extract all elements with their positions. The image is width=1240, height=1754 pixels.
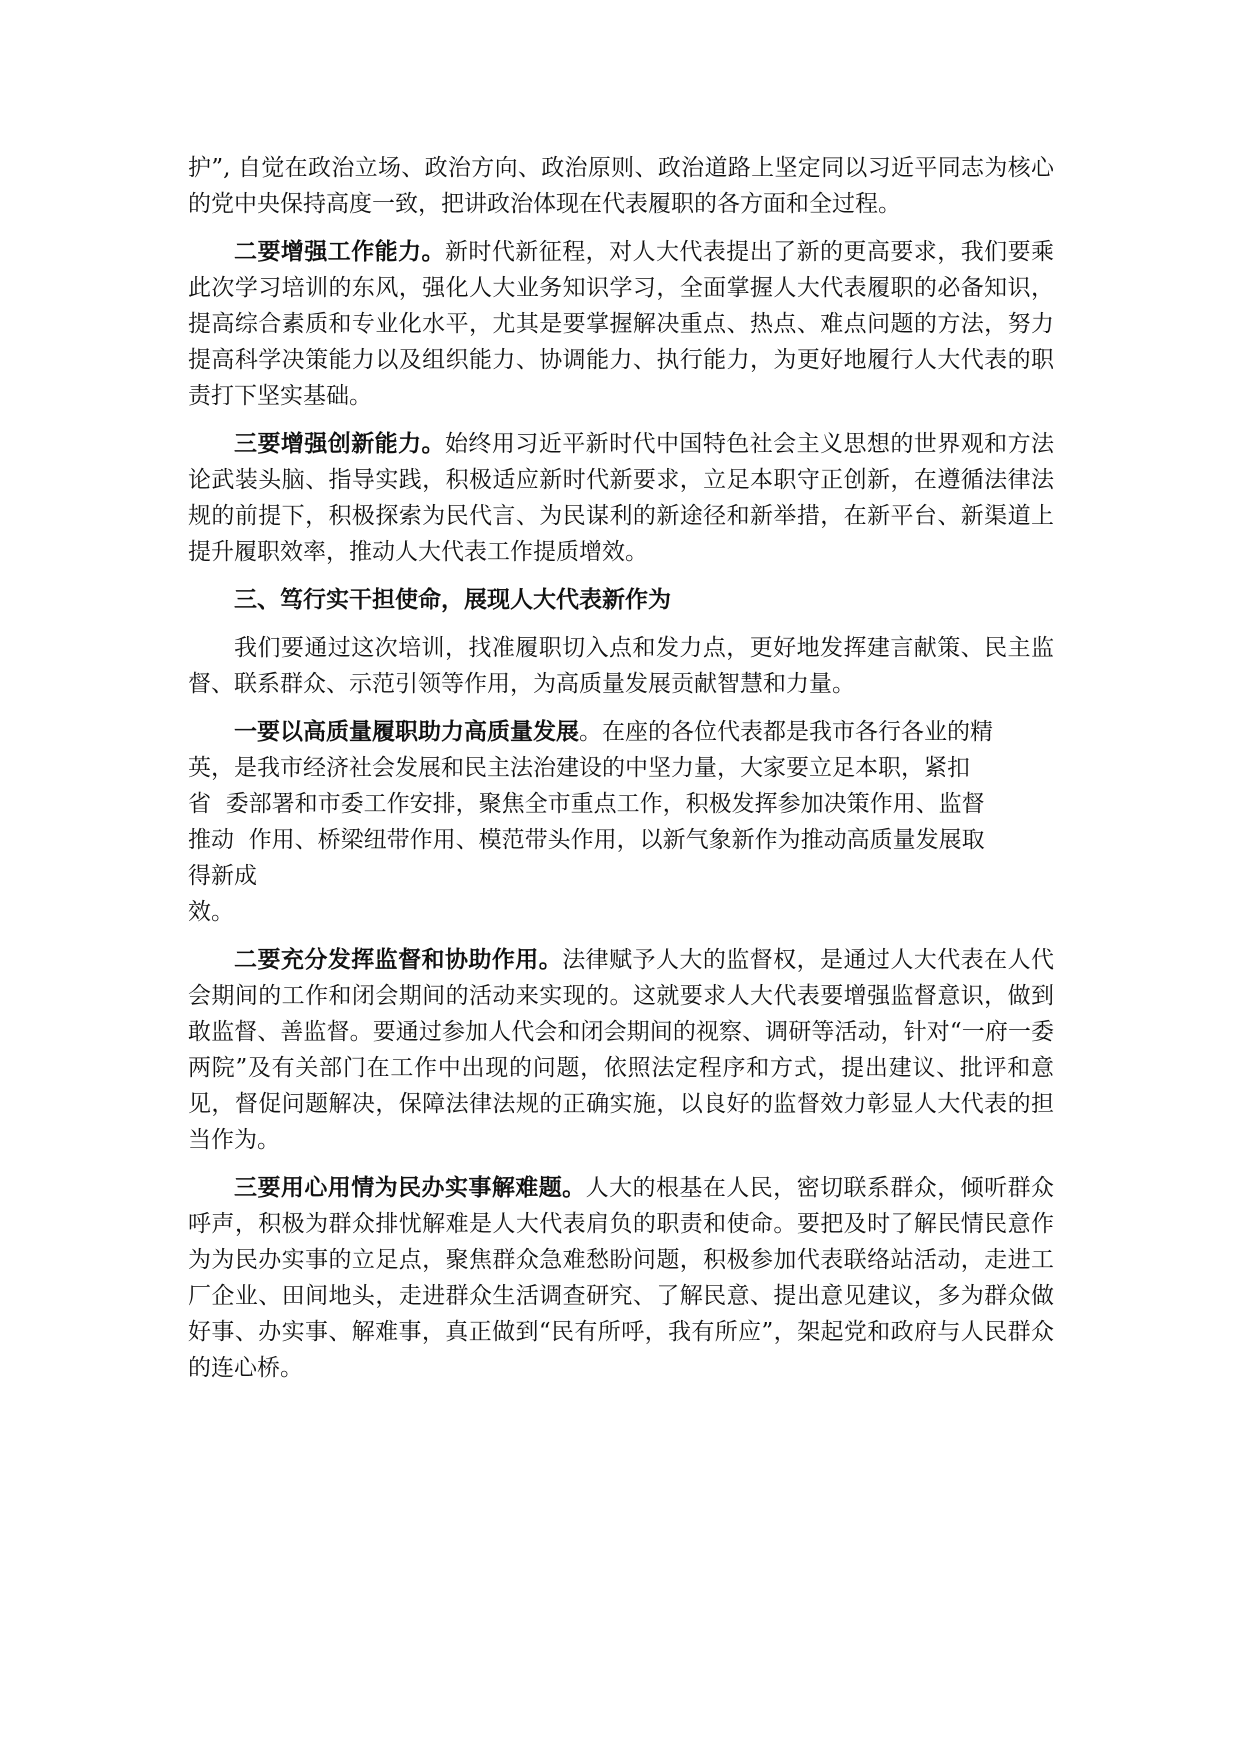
paragraph-5-line-6: 效。 [188,899,234,925]
paragraph-5-line-1: 。在座的各位代表都是我市各行各业的精 [579,719,993,745]
paragraph-3 [188,426,1054,570]
paragraph-6-text: 法律赋予人大的监督权，是通过人大代表在人代会期间的工作和闭会期间的活动来实现的。这就要求人大代表要增强监督意识，做到敢监督、善监督。要通过参加人代会和闭会期间的视察、调研等活动，针对“一府一委两院”及有关部门在工作中出现的问题，依照法定程序和方式，提出建议、批评和意见，督促问题解决，保障法律法规的正确实施，以良好的监督效力彰显人大代表的担当作为。 [188,947,1055,1153]
paragraph-5 [188,714,1054,930]
paragraph-2 [188,234,1054,414]
section-heading-3: 三、笃行实干担使命，展现人大代表新作为 [234,586,671,613]
paragraph-5-line-3: 省 委部署和市委工作安排，聚焦全市重点工作，积极发挥参加决策作用、监督 [188,791,985,817]
paragraph-7-lead: 三要用心用情为民办实事解难题。 [234,1174,586,1201]
paragraph-5-line-5: 得新成 [188,863,257,889]
paragraph-4 [188,630,1054,702]
paragraph-7-text: 人大的根基在人民，密切联系群众，倾听群众呼声，积极为群众排忧解难是人大代表肩负的职责和使命。要把及时了解民情民意作为为民办实事的立足点，聚焦群众急难愁盼问题，积极参加代表联络站活动，走进工厂企业、田间地头，走进群众生活调查研究、了解民意、提出意见建议，多为群众做好事、办实事、解难事，真正做到“民有所呼，我有所应”，架起党和政府与人民群众的连心桥。 [188,1175,1055,1381]
paragraph-6 [188,942,1054,1158]
paragraph-7 [188,1170,1054,1386]
paragraph-5-line-4: 推动 作用、桥梁纽带作用、模范带头作用，以新气象新作为推动高质量发展取 [188,827,985,853]
paragraph-6-lead: 二要充分发挥监督和协助作用。 [234,946,563,973]
paragraph-1-text: 护”, 自觉在政治立场、政治方向、政治原则、政治道路上坚定同以习近平同志为核心的党中央保持高度一致，把讲政治体现在代表履职的各方面和全过程。 [188,155,1054,217]
paragraph-2-lead: 二要增强工作能力。 [234,238,445,265]
paragraph-3-text: 始终用习近平新时代中国特色社会主义思想的世界观和方法论武装头脑、指导实践，积极适应新时代新要求，立足本职守正创新，在遵循法律法规的前提下，积极探索为民代言、为民谋利的新途径和新举措，在新平台、新渠道上提升履职效率，推动人大代表工作提质增效。 [188,431,1055,565]
paragraph-3-lead: 三要增强创新能力。 [234,430,445,457]
paragraph-4-text: 我们要通过这次培训，找准履职切入点和发力点，更好地发挥建言献策、民主监督、联系群众、示范引领等作用，为高质量发展贡献智慧和力量。 [188,635,1054,697]
paragraph-5-lead: 一要以高质量履职助力高质量发展 [234,718,579,745]
paragraph-1 [188,150,1054,222]
document-page [188,150,1054,1398]
paragraph-5-line-2: 英，是我市经济社会发展和民主法治建设的中坚力量，大家要立足本职，紧扣 [188,755,970,781]
paragraph-2-text: 新时代新征程，对人大代表提出了新的更高要求，我们要乘此次学习培训的东风，强化人大业务知识学习，全面掌握人大代表履职的必备知识，提高综合素质和专业化水平，尤其是要掌握解决重点、热点、难点问题的方法，努力提高科学决策能力以及组织能力、协调能力、执行能力，为更好地履行人大代表的职责打下坚实基础。 [188,239,1055,409]
